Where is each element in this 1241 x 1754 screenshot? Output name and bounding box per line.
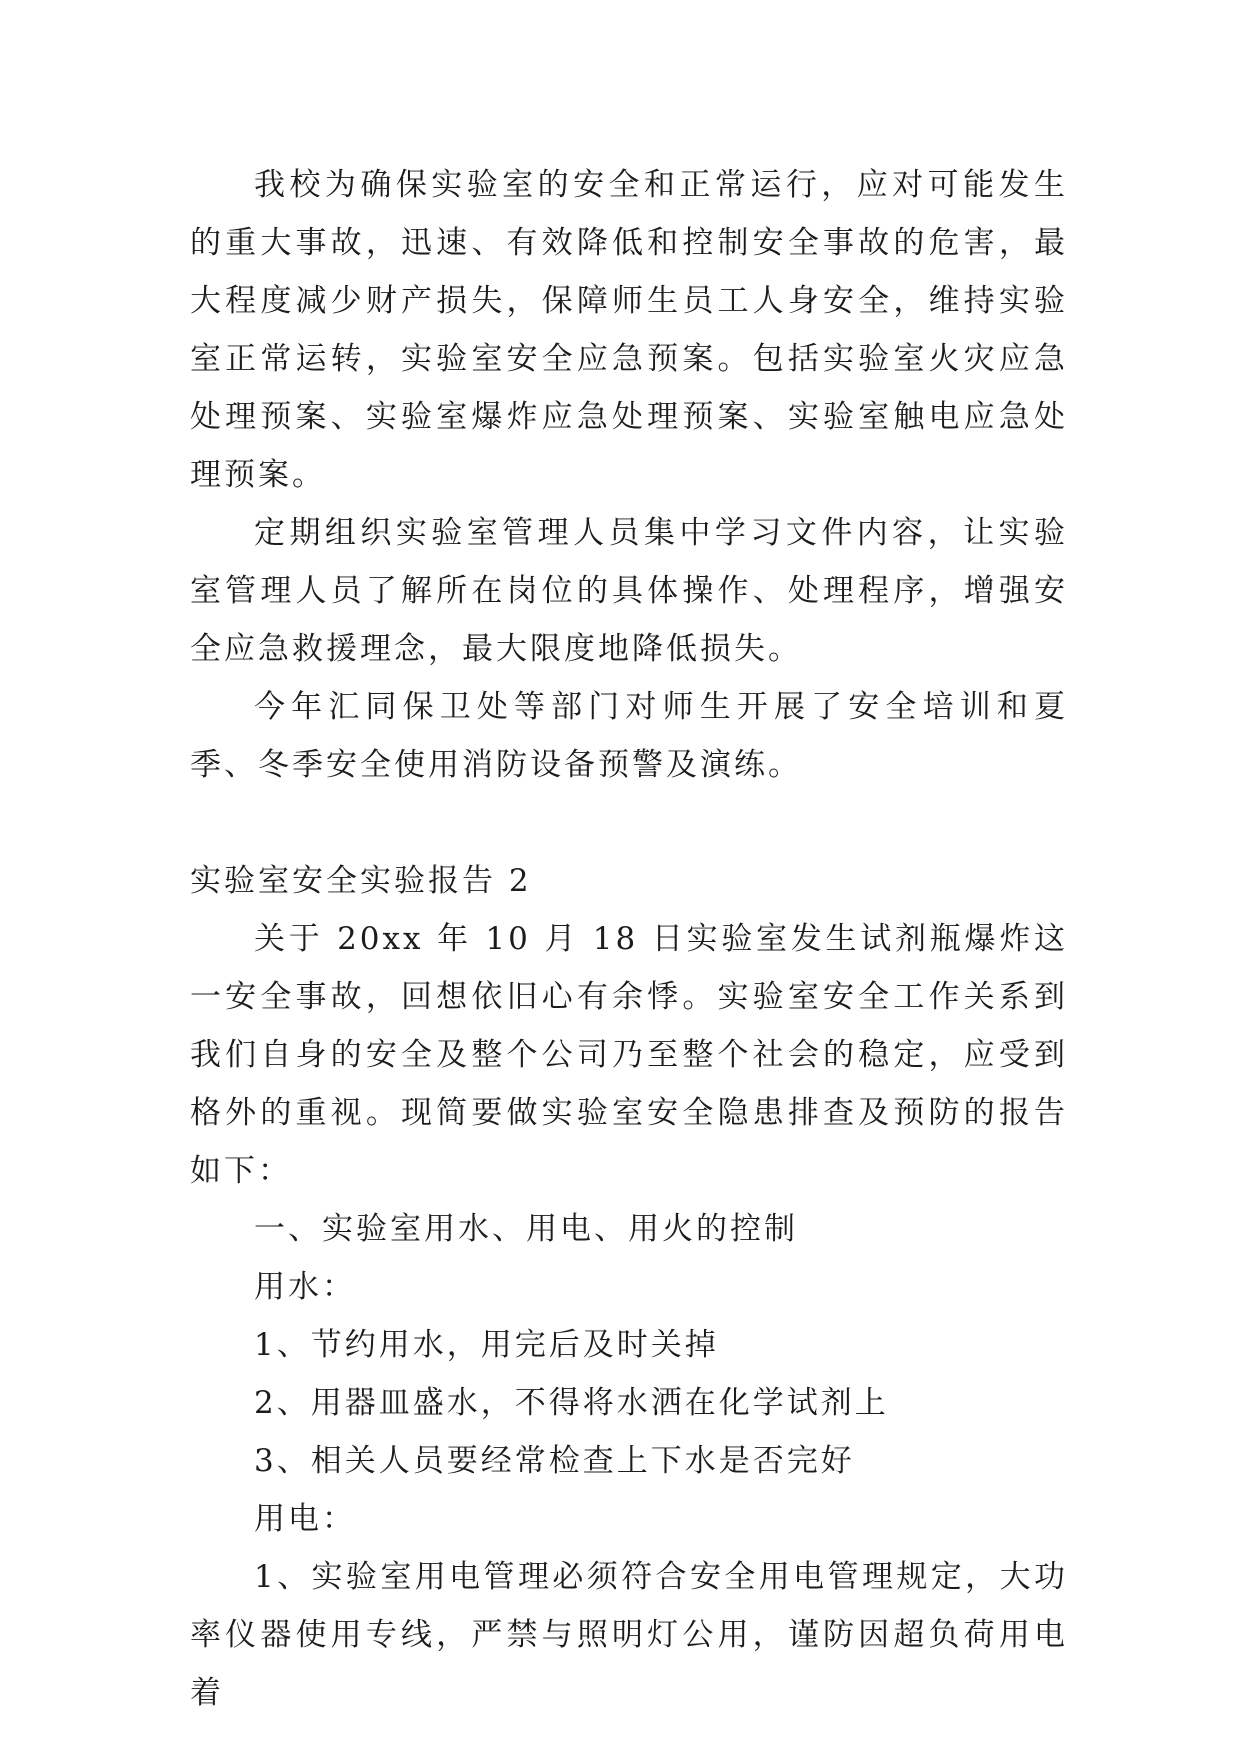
label-electric: 用电： bbox=[254, 1501, 356, 1537]
paragraph-emergency-plan: 我校为确保实验室的安全和正常运行，应对可能发生的重大事故，迅速、有效降低和控制安全事故的危害，最大程度减少财产损失，保障师生员工人身安全，维持实验室正常运转，实验室安全应急预案。包括实验室火灾应急处理预案、实验室爆炸应急处理预案、实验室触电应急处理预案。 bbox=[190, 167, 1068, 493]
paragraph-staff-training: 定期组织实验室管理人员集中学习文件内容，让实验室管理人员了解所在岗位的具体操作、处理程序，增强安全应急救援理念，最大限度地降低损失。 bbox=[190, 515, 1068, 667]
list-item-electric-1: 1、实验室用电管理必须符合安全用电管理规定，大功率仪器使用专线，严禁与照明灯公用，谨防因超负荷用电着 bbox=[190, 1559, 1068, 1711]
subheading-control: 一、实验室用水、用电、用火的控制 bbox=[254, 1211, 798, 1247]
list-item-water-2: 2、用器皿盛水，不得将水洒在化学试剂上 bbox=[254, 1385, 889, 1421]
paragraph-drills: 今年汇同保卫处等部门对师生开展了安全培训和夏季、冬季安全使用消防设备预警及演练。 bbox=[190, 689, 1068, 783]
section-title: 实验室安全实验报告 2 bbox=[190, 863, 532, 899]
document-body bbox=[190, 156, 1068, 1722]
label-water: 用水： bbox=[254, 1269, 356, 1305]
list-item-water-1: 1、节约用水，用完后及时关掉 bbox=[254, 1327, 719, 1363]
paragraph-incident-intro: 关于 20xx 年 10 月 18 日实验室发生试剂瓶爆炸这一安全事故，回想依旧心有余悸。实验室安全工作关系到我们自身的安全及整个公司乃至整个社会的稳定，应受到格外的重视。现简要做实验室安全隐患排查及预防的报告如下： bbox=[190, 921, 1068, 1189]
list-item-water-3: 3、相关人员要经常检查上下水是否完好 bbox=[254, 1443, 855, 1479]
